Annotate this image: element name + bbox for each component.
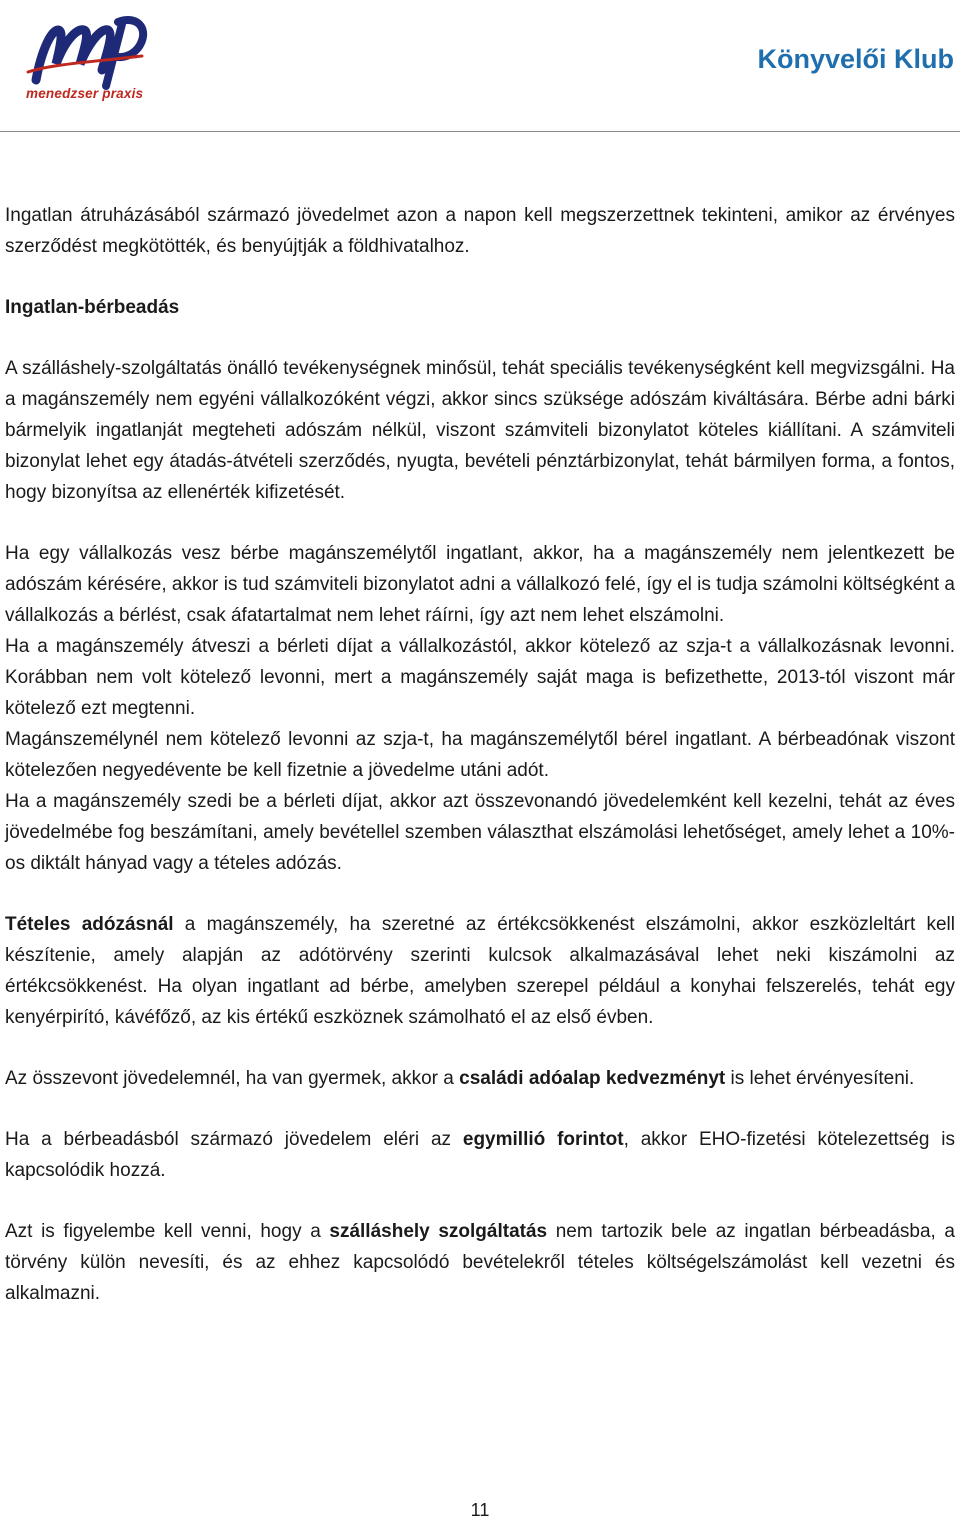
page-header (0, 0, 960, 131)
paragraph-teteles-adozas: Tételes adózásnál a magánszemély, ha szeretné az értékcsökkenést elszámolni, akkor eszközleltárt kell készítenie, amely alapján az adótörvény szerinti kulcsok alkalmazásával lehet neki kiszámolni az értékcsökkenést. Ha olyan ingatlant ad bérbe, amelyben szerepel például a konyhai felszerelés, tehát egy kenyérpirító, kávéfőző, az kis értékű eszköznek számolható el az első évben. (5, 914, 956, 1028)
paragraph-szallashely-szolgaltatas: Azt is figyelembe kell venni, hogy a szálláshely szolgáltatás nem tartozik bele az ingatlan bérbeadásba, a törvény külön nevesíti, és az ehhez kapcsolódó bevételekről tételes költségelszámolást kell vezetni és alkalmazni. (5, 1221, 955, 1304)
section-heading: Ingatlan-bérbeadás (5, 297, 180, 318)
paragraph-maganszemelynel: Magánszemélynél nem kötelező levonni az szja-t, ha magánszemélytől bérel ingatlant. A bérbeadónak viszont kötelezően negyedévente be kell fizetnie a jövedelme utáni adót. (5, 729, 955, 781)
page-number: 11 (470, 1500, 490, 1520)
bold-egymillio: egymillió forintot (462, 1129, 624, 1150)
paragraph-csaladi-kedvezmeny: Az összevont jövedelemnél, ha van gyermek, akkor a családi adóalap kedvezményt is lehet érvényesíteni. (5, 1068, 915, 1089)
paragraph-ingatlan-atruhazas: Ingatlan átruházásából származó jövedelmet azon a napon kell megszerzettnek tekinteni, amikor az érvényes szerződést megkötötték, és benyújtják a földhivatalhoz. (5, 205, 955, 257)
paragraph-eho: Ha a bérbeadásból származó jövedelem eléri az egymillió forintot, akkor EHO-fizetési kötelezettség is kapcsolódik hozzá. (5, 1129, 956, 1181)
bold-teteles-adozas: Tételes adózásnál (5, 914, 174, 935)
paragraph-osszevonando: Ha a magánszemély szedi be a bérleti díjat, akkor azt összevonandó jövedelemként kell kezelni, tehát az éves jövedelmébe fog beszámítani, amely bevétellel szemben választhat elszámolási lehetőséget, amely lehet a 10%-os diktált hányad vagy a tételes adózás. (5, 791, 955, 874)
logo-caption: menedzser praxis (26, 86, 144, 101)
paragraph-szallashely: A szálláshely-szolgáltatás önálló tevékenységnek minősül, tehát speciális tevékenységként kell megvizsgálni. Ha a magánszemély nem egyéni vállalkozóként végzi, akkor sincs szüksége adószám kiváltására. Bérbe adni bárki bármelyik ingatlanját megteheti adószám nélkül, viszont számviteli bizonylatot köteles kiállítani. A számviteli bizonylat lehet egy átadás-átvételi szerződés, nyugta, bevételi pénztárbizonylat, tehát bármilyen forma, a fontos, hogy bizonyítsa az ellenérték kifizetését. (5, 358, 955, 503)
document-body (5, 200, 955, 1309)
bold-szallashely-szolgaltatas: szálláshely szolgáltatás (329, 1221, 548, 1242)
paragraph-szja-levonas: Ha a magánszemély átveszi a bérleti díjat a vállalkozástól, akkor kötelező az szja-t a vállalkozásnak levonni. Korábban nem volt kötelező levonni, mert a magánszemély saját maga is befizethette, 2013-tól viszont már kötelező ezt megtenni. (5, 636, 955, 719)
paragraph-vallalkozas-berel: Ha egy vállalkozás vesz bérbe magánszemélytől ingatlant, akkor, ha a magánszemély nem jelentkezett be adószám kérésére, akkor is tud számviteli bizonylatot adni a vállalkozó felé, így el is tudja számolni költségként a vállalkozás a bérlést, csak áfatartalmat nem lehet ráírni, így azt nem lehet elszámolni. (5, 543, 955, 626)
bold-csaladi-kedvezmeny: családi adóalap kedvezményt (459, 1068, 726, 1089)
club-title: Könyvelői Klub (757, 44, 954, 74)
header-divider (0, 131, 960, 132)
